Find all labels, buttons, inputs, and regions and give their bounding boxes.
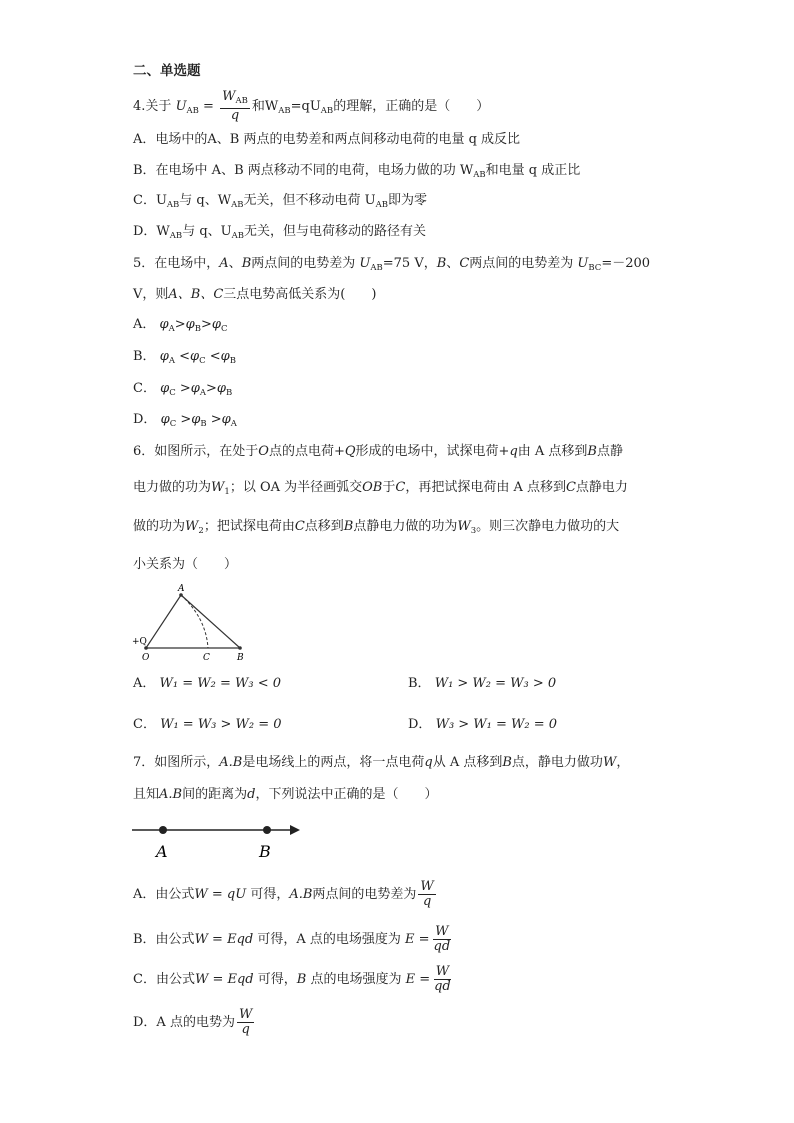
q6-stem-line4: 小关系为（ ）: [133, 557, 238, 572]
label-o: O: [142, 653, 150, 663]
q6-stem-line2: 电力做的功为$W_1$；以 OA 为半径画弧交OB于C，再把试探电荷由 A 点移到C点静电力: [133, 480, 628, 497]
section-title: 二、单选题: [133, 63, 201, 79]
label-a: A: [156, 842, 168, 861]
q5-option-b: B． $\varphi_A <\varphi_C <\varphi_B$: [133, 349, 236, 366]
point-b: [263, 826, 271, 834]
q6-triangle-figure: [128, 580, 258, 664]
arc-ac: [181, 595, 208, 648]
point-b: [238, 646, 242, 650]
q4-number: 4.: [133, 99, 146, 114]
label-c: C: [203, 653, 210, 663]
q4-option-b: B．在电场中 A、B 两点移动不同的电荷，电场力做的功 $W_{AB}$和电量 q 成正比: [133, 163, 581, 180]
q6-option-b: B． W₁ > W₂ = W₃ > 0: [408, 676, 557, 691]
q6-stem-line1: 6．如图所示，在处于O点的点电荷+Q形成的电场中，试探电荷+q由 A 点移到B点静: [133, 444, 623, 459]
label-b: B: [259, 842, 271, 861]
q4-option-d: D．$W_{AB}$与 q、$U_{AB}$无关，但与电荷移动的路径有关: [133, 224, 427, 241]
q7-stem-line2: 且知A.B间的距离为d，下列说法中正确的是（ ）: [133, 787, 438, 802]
q4-stem: 4.关于 $U_{AB}$ = $\frac{W_{AB}}{q}$ 和$W_{AB}=qU_{AB}$的理解，正确的是（ ）: [133, 89, 490, 123]
q7-field-line-figure: [128, 818, 308, 864]
q6-option-a: A． W₁ = W₂ = W₃ < 0: [133, 676, 281, 691]
field-line-arrow: [290, 825, 300, 835]
q7-option-d: D．A 点的电势为 $\frac{W}{q}$: [133, 1007, 253, 1037]
q4-option-c: C．$U_{AB}$与 q、$W_{AB}$无关，但不移动电荷 $U_{AB}$即为零: [133, 193, 428, 210]
q5-option-a: A． $\varphi_A>\varphi_B>\varphi_C$: [133, 317, 228, 334]
q5-option-d: D． $\varphi_C >\varphi_B >\varphi_A$: [133, 412, 237, 429]
label-a: A: [178, 584, 185, 594]
q4-u-symbol: $U_{AB}$: [175, 99, 199, 116]
q6-option-c: C． W₁ = W₃ > W₂ = 0: [133, 717, 282, 732]
q6-option-d: D． W₃ > W₁ = W₂ = 0: [408, 717, 558, 732]
q4-fraction: $\frac{W_{AB}}{q}$: [222, 89, 248, 123]
q5-stem-line1: 5．在电场中，A、B两点间的电势差为 $U_{AB}=75$ V，B、C两点间的电势差为 $U_{BC}=-200$: [133, 256, 651, 273]
q5-stem-line2: V，则A、B、C三点电势高低关系为( ): [133, 287, 377, 302]
label-charge: +Q: [132, 637, 147, 647]
point-a: [159, 826, 167, 834]
q7-stem-line1: 7．如图所示，A.B是电场线上的两点，将一点电荷q从 A 点移到B点，静电力做功W，: [133, 755, 630, 770]
label-b: B: [237, 653, 244, 663]
line-ab: [181, 595, 240, 648]
line-oa: [146, 595, 181, 648]
q6-stem-line3: 做的功为$W_2$；把试探电荷由C点移到B点静电力做的功为$W_3$。则三次静电力做功的大: [133, 519, 620, 536]
q7-option-c: C．由公式W = Eqd 可得，B 点的电场强度为 E = $\frac{W}{qd}$: [133, 964, 451, 994]
q7-option-a: A．由公式W = qU 可得，A.B两点间的电势差为 $\frac{W}{q}$: [133, 879, 434, 909]
q5-option-c: C． $\varphi_C >\varphi_A>\varphi_B$: [133, 381, 233, 398]
q7-option-b: B．由公式W = Eqd 可得，A 点的电场强度为 E = $\frac{W}{qd}$: [133, 924, 451, 954]
q4-option-a: A．电场中的A、B 两点的电势差和两点间移动电荷的电量 q 成反比: [133, 132, 521, 147]
